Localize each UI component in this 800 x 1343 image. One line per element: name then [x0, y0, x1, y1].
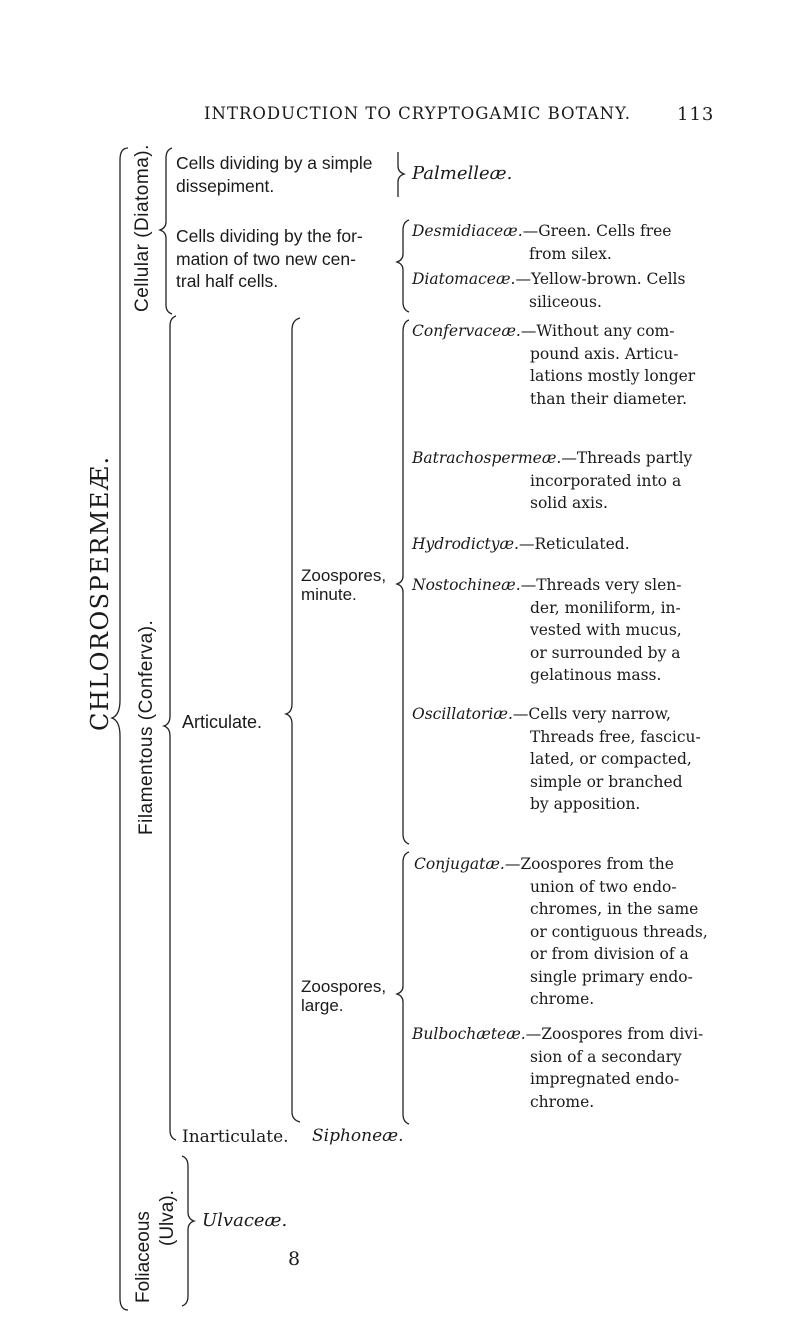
- header-title: INTRODUCTION TO CRYPTOGAMIC BOTANY.: [204, 104, 632, 123]
- family-name: Batrachospermeæ.: [412, 449, 562, 467]
- criterion-2-line: mation of two new cen-: [176, 248, 356, 269]
- family-description: —Zoospores from divi-: [525, 1025, 704, 1043]
- family-siphoneae: Siphoneæ.: [312, 1126, 404, 1146]
- family-description-line: chromes, in the same: [530, 900, 699, 918]
- family-description-line: chrome.: [530, 1092, 595, 1111]
- family-description-line: from silex.: [529, 244, 612, 263]
- family-ulvaceae: Ulvaceæ.: [202, 1210, 288, 1231]
- family-description: —Threads very slen-: [520, 576, 682, 594]
- family-description-line: single primary endo-: [530, 967, 693, 986]
- group-label-chlorospermeae: CHLOROSPERMEÆ.: [86, 455, 114, 731]
- family-name: Diatomaceæ.: [412, 270, 516, 288]
- family-palmelleae: Palmelleæ.: [412, 163, 513, 184]
- family-description-line: vested with mucus,: [530, 621, 682, 639]
- label-articulate: Articulate.: [182, 712, 263, 732]
- family-description: —Reticulated.: [518, 535, 630, 553]
- brace-zoospores-large: [397, 852, 409, 1124]
- family-conjugatae: [414, 853, 708, 1011]
- zoospores-large-line: Zoospores,: [301, 977, 387, 996]
- family-description-line: or contiguous threads,: [530, 922, 708, 941]
- family-description-line: or surrounded by a: [530, 643, 681, 662]
- criterion-1-line: dissepiment.: [176, 175, 275, 196]
- family-hydrodictyae: [412, 533, 630, 556]
- criterion-2-line: tral half cells.: [176, 271, 279, 291]
- family-description-line: incorporated into a: [530, 471, 682, 490]
- family-description-line: solid axis.: [530, 494, 608, 512]
- group-label-foliaceous-2: (Ulva).: [157, 1190, 178, 1246]
- family-description-line: siliceous.: [529, 292, 602, 311]
- family-description-line: chrome.: [530, 990, 595, 1008]
- group-label-cellular-text: Cellular (Diatoma).: [132, 144, 153, 312]
- label-zoospores-large: [301, 977, 386, 1015]
- group-label-cellular: [132, 144, 154, 312]
- brace-criterion-2: [397, 220, 409, 312]
- brace-main: [112, 148, 128, 1310]
- criterion-1-line: Cells dividing by a simple: [176, 153, 373, 173]
- family-name: Confervaceæ.: [412, 322, 521, 340]
- signature-mark: 8: [288, 1248, 301, 1270]
- zoospores-large-line: large.: [301, 996, 344, 1015]
- family-description: —Cells very narrow,: [512, 705, 671, 723]
- family-description-line: union of two endo-: [530, 877, 677, 896]
- family-description: —Zoospores from the: [504, 855, 674, 873]
- family-desmidiaceae: [412, 220, 671, 265]
- family-oscillatoriae: [412, 703, 701, 816]
- family-description-line: or from division of a: [530, 945, 689, 963]
- family-name: Hydrodictyæ.: [412, 535, 519, 553]
- family-batrachospermeae: [412, 447, 692, 515]
- brace-criterion-1: [398, 152, 404, 197]
- family-description-line: simple or branched: [530, 772, 683, 791]
- criterion-2-line: Cells dividing by the for-: [176, 226, 363, 246]
- brace-filamentous: [164, 316, 176, 1140]
- family-description-line: lations mostly longer: [530, 367, 696, 385]
- family-description: —Without any com-: [520, 322, 675, 340]
- zoospores-minute-line: Zoospores,: [301, 566, 387, 585]
- family-name: Bulbochæteæ.: [412, 1025, 526, 1043]
- family-description-line: lated, or compacted,: [530, 750, 692, 768]
- family-description-line: der, moniliform, in-: [530, 598, 681, 617]
- family-description: —Threads partly: [561, 449, 693, 467]
- family-diatomaceae: [412, 268, 685, 313]
- family-description-line: sion of a secondary: [530, 1047, 682, 1066]
- label-inarticulate: Inarticulate.: [182, 1127, 289, 1147]
- family-description-line: by apposition.: [530, 795, 641, 813]
- family-description: —Green. Cells free: [522, 222, 672, 240]
- family-description-line: impregnated endo-: [530, 1070, 680, 1088]
- brace-zoospores-minute: [397, 320, 409, 844]
- family-nostochineae: [412, 574, 682, 687]
- label-zoospores-minute: [301, 566, 386, 604]
- family-description-line: than their diameter.: [530, 389, 688, 408]
- family-name: Nostochineæ.: [412, 576, 521, 594]
- family-name: Oscillatoriæ.: [412, 705, 513, 723]
- brace-articulate: [286, 318, 300, 1122]
- family-description: —Yellow-brown. Cells: [515, 270, 686, 288]
- group-label-filamentous: Filamentous (Conferva).: [136, 619, 157, 835]
- family-confervaceae: [412, 320, 695, 410]
- zoospores-minute-line: minute.: [301, 585, 357, 604]
- family-bulbochaeteae: [412, 1023, 703, 1113]
- family-description-line: gelatinous mass.: [530, 666, 662, 684]
- family-description-line: pound axis. Articu-: [530, 344, 679, 363]
- page-number: 113: [677, 104, 715, 125]
- criterion-central-half-cells: [176, 225, 363, 293]
- family-name: Desmidiaceæ.: [412, 222, 523, 240]
- criterion-simple-dissepiment: [176, 152, 372, 197]
- family-name: Conjugatæ.: [414, 855, 505, 873]
- group-label-foliaceous-1: Foliaceous: [133, 1211, 154, 1303]
- brace-cellular: [160, 148, 172, 314]
- brace-foliaceous: [182, 1156, 194, 1306]
- family-description-line: Threads free, fascicu-: [530, 727, 701, 746]
